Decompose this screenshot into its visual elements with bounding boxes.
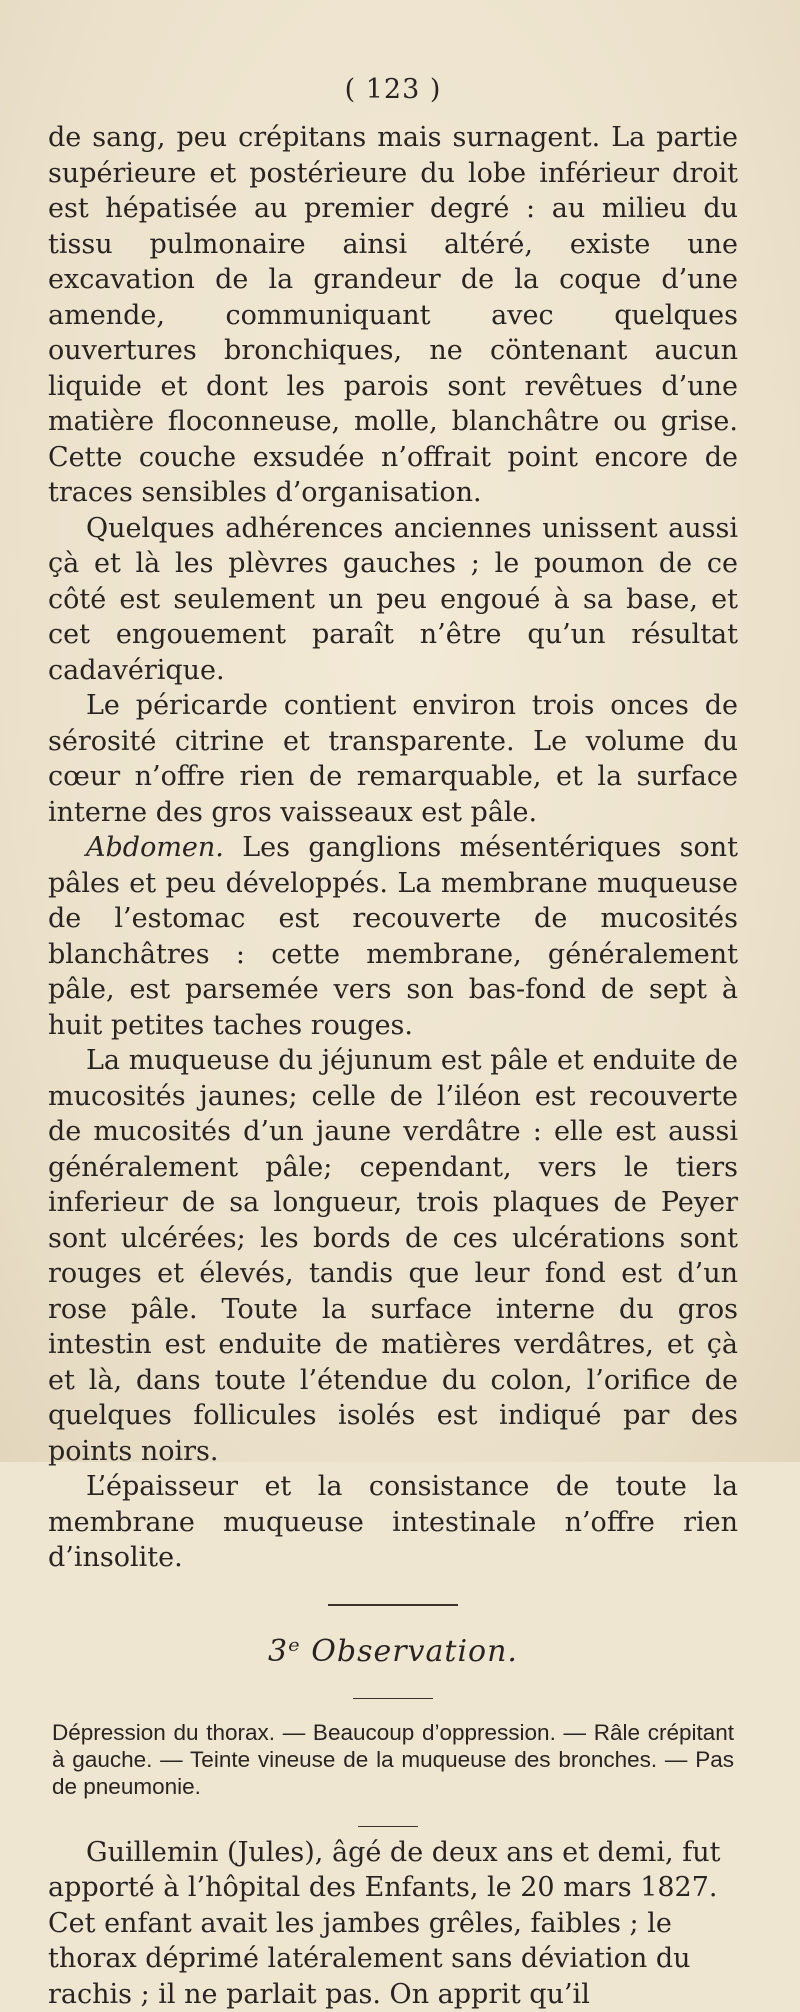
abdomen-text: Les ganglions mésentériques sont pâles et peu développés. La membrane muqueuse de l’estomac est recouverte de mucosités blanchâtres : cette membrane, généralement pâle, est parsemée vers son bas-fond de sept à huit petites taches rouges. (48, 832, 738, 1041)
observation-summary: Dépression du thorax. — Beaucoup d’oppression. — Râle crépitant à gauche. — Teinte vineuse de la muqueuse des bronches. — Pas de pneumonie. (48, 1719, 738, 1800)
paragraph-3: Le péricarde contient environ trois onces de sérosité citrine et transparente. Le volume du cœur n’offre rien de remarquable, et la surface interne des gros vaisseaux est pâle. (48, 688, 738, 830)
case-text: Guillemin (Jules), âgé de deux ans et demi, fut apporté à l’hôpital des Enfants, le 20 mars 1827. Cet enfant avait les jambes grêles, faibles ; le thorax déprimé latéralement sans déviation du rachis ; il ne parlait pas. On apprit qu’il (48, 1835, 738, 2012)
paragraph-2: Quelques adhérences anciennes unissent aussi çà et là les plèvres gauches ; le poumon de ce côté est seulement un peu engoué à sa base, et cet engouement paraît n’être qu’un résultat cadavérique. (48, 511, 738, 689)
page-number: ( 123 ) (48, 0, 738, 110)
title-divider (353, 1698, 433, 1699)
body-text (48, 120, 738, 1576)
abdomen-label: Abdomen. (86, 832, 224, 863)
observation-title: 3ᵉ Observation. (48, 1632, 738, 1672)
paragraph-6: L’épaisseur et la consistance de toute la membrane muqueuse intestinale n’offre rien d’insolite. (48, 1469, 738, 1576)
paragraph-abdomen (48, 830, 738, 1043)
summary-divider (358, 1826, 418, 1827)
section-divider (328, 1604, 458, 1606)
paragraph-1: de sang, peu crépitans mais surnagent. La partie supérieure et postérieure du lobe inférieur droit est hépatisée au premier degré : au milieu du tissu pulmonaire ainsi altéré, existe une excavation de la grandeur de la coque d’une amende, communiquant avec quelques ouvertures bronchiques, ne cöntenant aucun liquide et dont les parois sont revêtues d’une matière floconneuse, molle, blanchâtre ou grise. Cette couche exsudée n’offrait point encore de traces sensibles d’organisation. (48, 120, 738, 511)
paragraph-5: La muqueuse du jéjunum est pâle et enduite de mucosités jaunes; celle de l’iléon est recouverte de mucosités d’un jaune verdâtre : elle est aussi généralement pâle; cependant, vers le tiers inferieur de sa longueur, trois plaques de Peyer sont ulcérées; les bords de ces ulcérations sont rouges et élevés, tandis que leur fond est d’un rose pâle. Toute la surface interne du gros intestin est enduite de matières verdâtres, et çà et là, dans toute l’étendue du colon, l’orifice de quelques follicules isolés est indiqué par des points noirs. (48, 1043, 738, 1469)
case-text-block (48, 1835, 738, 2012)
